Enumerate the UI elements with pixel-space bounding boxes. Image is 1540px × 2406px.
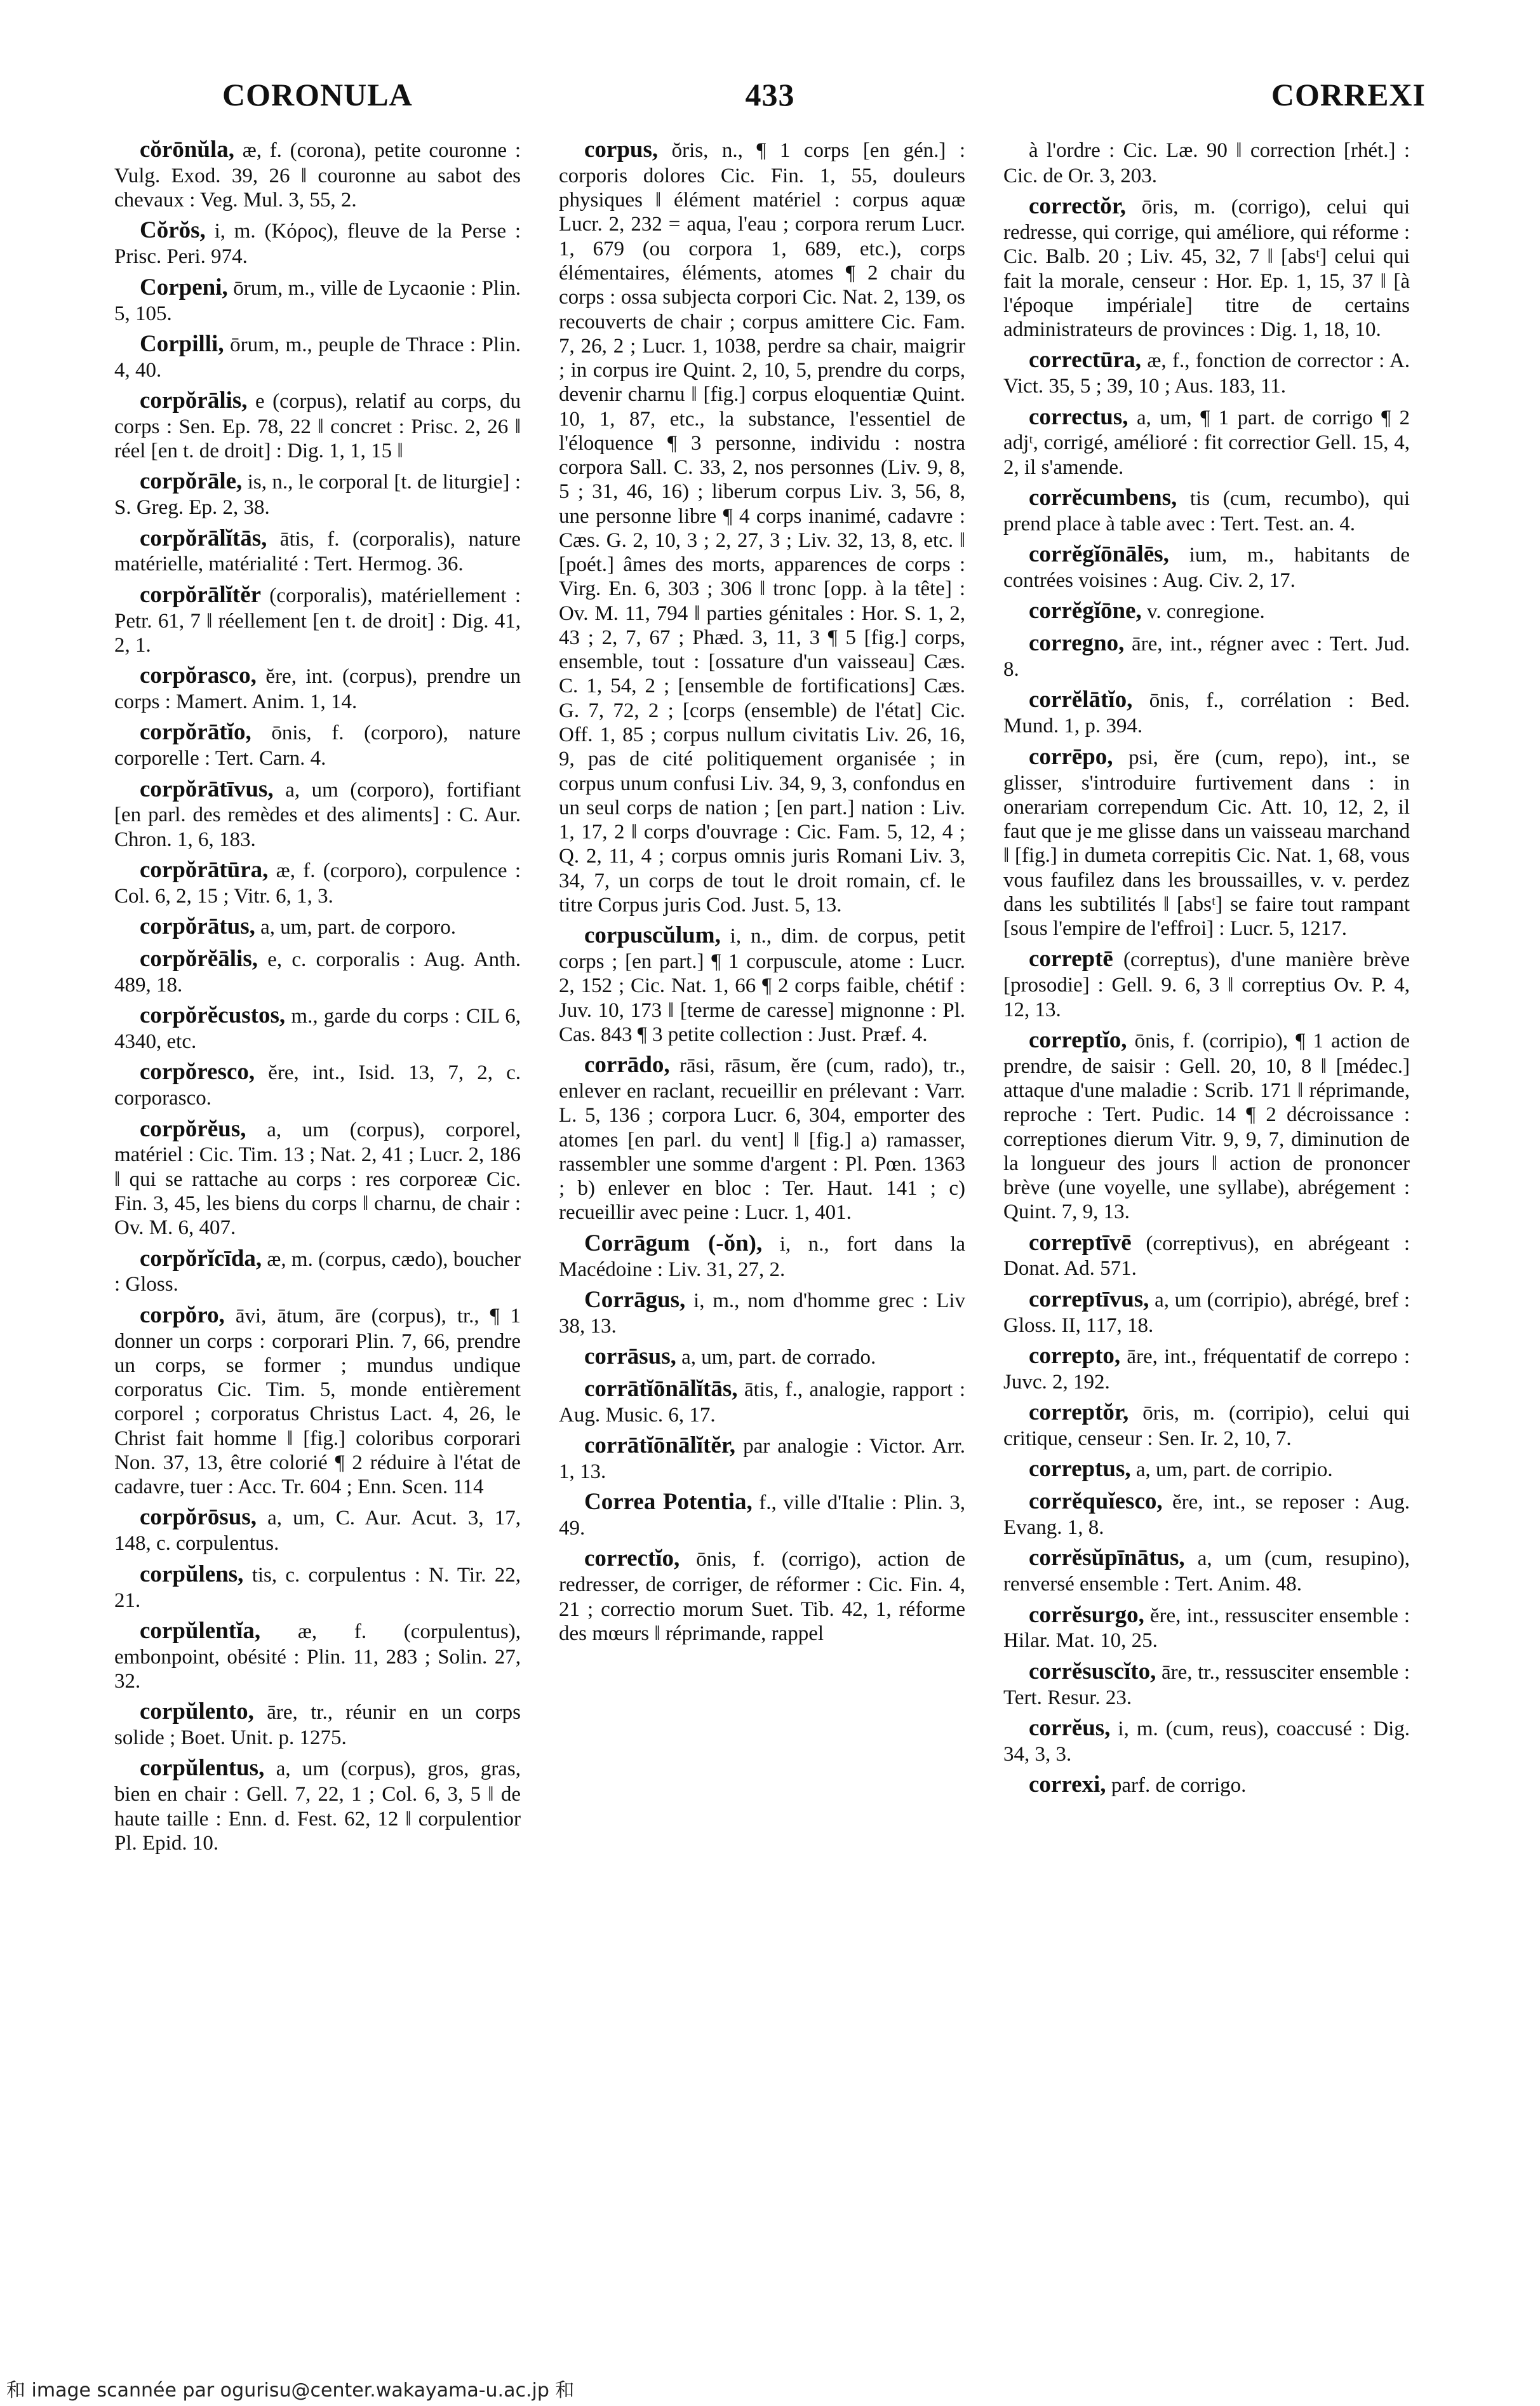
dictionary-entry <box>114 1246 521 1297</box>
entry-definition: ŏris, n., ¶ 1 corps [en gén.] : corporis dolores Cic. Fin. 1, 55, douleurs physiques ‖ élément matériel : corpus aquæ Lucr. 2, 232 = aqua, l'eau ; corpora rerum Lucr. 1, 679 (ou corpora 1, 689, etc.), corps élémentaires, éléments, atomes ¶ 2 chair du corps : ossa subjecta corpori Cic. Nat. 2, 139, os recouverts de chair ; corpus amittere Cic. Fam. 7, 26, 2 ; Lucr. 1, 1038, perdre sa chair, maigrir ; in corpus ire Quint. 2, 10, 5, prendre du corps, devenir charnu ‖ [fig.] corpus eloquentiæ Quint. 10, 1, 87, etc., la substance, l'essentiel de l'éloquence ¶ 3 personne, individu : nostra corpora Sall. C. 33, 2, nos personnes (Liv. 9, 8, 5 ; 31, 46, 16) ; liberum corpus Liv. 3, 56, 8, une personne libre ¶ 4 corps inanimé, cadavre : Cæs. G. 2, 10, 3 ; 2, 27, 3 ; Liv. 32, 13, 8, etc. ‖ [poét.] âmes des morts, apparences de corps : Virg. En. 6, 303 ; 306 ‖ tronc [opp. à la tête] : Ov. M. 11, 794 ‖ parties génitales : Hor. S. 1, 2, 43 ; 2, 7, 67 ; Phæd. 3, 11, 3 ¶ 5 [fig.] corps, ensemble, tout : [ossature d'un vaisseau] Cæs. C. 1, 54, 2 ; [ensemble de fortifications] Cæs. G. 7, 72, 2 ; [corps (ensemble) de l'état] Cic. Off. 1, 85 ; corpus nullum civitatis Liv. 26, 16, 9, pas de cité politiquement organisée ; in corpus unum confusi Liv. 34, 9, 3, confondus en un seul corps de nation ; [en part.] nation : Liv. 1, 17, 2 ‖ corps d'ouvrage : Cic. Fam. 5, 12, 4 ; Q. 2, 11, 4 ; corpus omnis juris Romani Liv. 3, 34, 7, un corps de tout le droit romain, cf. le titre Corpus juris Cod. Just. 5, 13. <box>559 139 965 917</box>
running-head-right: CORREXI <box>1271 77 1426 112</box>
entry-definition: psi, ĕre (cum, repo), int., se glisser, s'introduire furtivement dans : in onerariam corrependum Cic. Att. 10, 12, 2, il faut que je me glisse dans un vaisseau marchand ‖ [fig.] in dumeta correpitis Cic. Nat. 1, 68, vous vous faufilez dans les broussailles, v. v. perdez dans les subtilités ‖ [absᵗ] se faire tout rampant [sous l'empire de l'effroi] : Lucr. 5, 1217. <box>1003 746 1410 941</box>
entry-lemma: correctĭo, <box>584 1545 680 1572</box>
entry-definition: æ, f. (corporo), corpulence : Col. 6, 2, 15 ; Vitr. 6, 1, 3. <box>114 859 521 908</box>
entry-lemma: corpŏrōsus, <box>140 1504 257 1531</box>
entry-definition: i, n., dim. de corpus, petit corps ; [en part.] ¶ 1 corpuscule, atome : Lucr. 2, 152 ; Cic. Nat. 1, 66 ¶ 2 corps faible, chétif : Juv. 10, 173 ‖ [terme de caresse] mignonne : Pl. Cas. 843 ¶ 3 petite collection : Just. Præf. 4. <box>559 925 965 1046</box>
entry-lemma: corrĕgĭōnālēs, <box>1029 541 1169 568</box>
entry-lemma: corpŏrĕcustos, <box>140 1002 286 1029</box>
dictionary-entry <box>1003 1286 1410 1338</box>
dictionary-entry <box>1003 1230 1410 1281</box>
dictionary-entry <box>1003 630 1410 682</box>
entry-definition: à l'ordre : Cic. Læ. 90 ‖ correction [rhét.] : Cic. de Or. 3, 203. <box>1003 139 1410 187</box>
entry-lemma: corrātĭōnālĭtās, <box>584 1375 738 1402</box>
entry-lemma: corpŏrĭcīda, <box>140 1245 262 1272</box>
entry-definition: a, um, part. de corporo. <box>255 916 457 939</box>
entry-definition: ōrum, m., peuple de Thrace : Plin. 4, 40. <box>114 333 521 382</box>
dictionary-entry <box>114 1504 521 1556</box>
entry-lemma: corrāsus, <box>584 1343 676 1369</box>
entry-lemma: corrĕcumbens, <box>1029 485 1177 511</box>
entry-definition: a, um, part. de corrado. <box>676 1345 876 1369</box>
dictionary-entry <box>114 331 521 382</box>
entry-definition: m., garde du corps : CIL 6, 4340, etc. <box>114 1005 521 1054</box>
dictionary-entry <box>114 137 521 212</box>
entry-lemma: correxi, <box>1029 1771 1106 1798</box>
entry-lemma: correptus, <box>1029 1456 1131 1482</box>
entry-lemma: Correa Potentia, <box>584 1489 753 1516</box>
dictionary-entry <box>1003 193 1410 342</box>
dictionary-entry <box>114 274 521 326</box>
dictionary-entry <box>559 1489 965 1540</box>
entry-lemma: Cŏrŏs, <box>140 217 206 244</box>
entry-lemma: corpŏrāle, <box>140 468 243 495</box>
entry-definition: a, um (corporo), fortifiant [en parl. des remèdes et des aliments] : C. Aur. Chron. 1, 6, 183. <box>114 778 521 851</box>
entry-definition: æ, f. (corona), petite couronne : Vulg. Exod. 39, 26 ‖ couronne au sabot des chevaux : Veg. Mul. 3, 55, 2. <box>114 139 521 212</box>
entry-lemma: corpŏrātīvus, <box>140 776 274 802</box>
dictionary-entry <box>559 1052 965 1225</box>
entry-definition: a, um (corpus), gros, gras, bien en chair : Gell. 7, 22, 1 ; Col. 6, 3, 5 ‖ de haute taille : Enn. d. Fest. 62, 12 ‖ corpulentior Pl. Epid. 10. <box>114 1757 521 1855</box>
entry-lemma: correpto, <box>1029 1342 1121 1369</box>
dictionary-entry <box>114 1755 521 1855</box>
entry-lemma: correctŏr, <box>1029 193 1127 220</box>
dictionary-entry <box>1003 687 1410 738</box>
entry-lemma: corpŏro, <box>140 1301 225 1328</box>
dictionary-entry <box>114 468 521 520</box>
entry-definition: āre, int., fréquentatif de correpo : Juvc. 2, 192. <box>1003 1345 1410 1394</box>
dictionary-entry <box>114 662 521 714</box>
entry-lemma: corpŏrātus, <box>140 913 255 940</box>
entry-definition: āre, int., régner avec : Tert. Jud. 8. <box>1003 633 1410 682</box>
entry-lemma: corrādo, <box>584 1052 670 1079</box>
entry-lemma: corpŏrasco, <box>140 662 257 689</box>
entry-definition: a, um, C. Aur. Acut. 3, 17, 148, c. corpulentus. <box>114 1507 521 1556</box>
entry-lemma: corpŭlento, <box>140 1698 254 1725</box>
entry-lemma: corrĕsŭpīnātus, <box>1029 1545 1185 1571</box>
entry-definition: a, um (corpus), corporel, matériel : Cic. Tim. 13 ; Nat. 2, 41 ; Lucr. 2, 186 ‖ qui se rattache au corps : res corporeæ Cic. Fin. 3, 45, les biens du corps ‖ charnu, de chair : Ov. M. 6, 407. <box>114 1118 521 1240</box>
dictionary-entry <box>1003 1545 1410 1596</box>
entry-definition: ōnis, f. (corrigo), action de redresser, de corriger, de réformer : Cic. Fin. 4, 21 ; correctio morum Suet. Tib. 42, 1, réforme des mœurs ‖ réprimande, rappel <box>559 1548 965 1645</box>
entry-lemma: correctūra, <box>1029 347 1142 373</box>
entry-definition: i, n., fort dans la Macédoine : Liv. 31, 27, 2. <box>559 1232 965 1281</box>
entry-lemma: corrēpo, <box>1029 743 1113 770</box>
column-2 <box>559 137 965 2309</box>
dictionary-entry <box>559 1230 965 1282</box>
entry-definition: ātis, f., analogie, rapport : Aug. Music. 6, 17. <box>559 1378 965 1427</box>
page-header <box>114 76 1426 133</box>
dictionary-entry <box>114 776 521 852</box>
dictionary-entry <box>114 719 521 770</box>
dictionary-entry <box>114 1698 521 1750</box>
entry-definition: i, m. (Κόρος), fleuve de la Perse : Prisc. Peri. 974. <box>114 220 521 269</box>
dictionary-entry <box>114 857 521 908</box>
running-head-left: CORONULA <box>222 77 413 112</box>
dictionary-entry <box>114 582 521 657</box>
dictionary-entry <box>559 1376 965 1427</box>
entry-definition: parf. de corrigo. <box>1106 1774 1247 1798</box>
entry-definition: tis (cum, recumbo), qui prend place à table avec : Tert. Test. an. 4. <box>1003 487 1410 535</box>
dictionary-entry <box>559 1545 965 1646</box>
entry-definition: a, um (cum, resupino), renversé ensemble : Tert. Anim. 48. <box>1003 1547 1410 1596</box>
entry-definition: āre, tr., réunir en un corps solide ; Boet. Unit. p. 1275. <box>114 1701 521 1750</box>
entry-definition: e, c. corporalis : Aug. Anth. 489, 18. <box>114 948 521 997</box>
dictionary-entry <box>114 1059 521 1110</box>
dictionary-entry <box>1003 404 1410 480</box>
dictionary-entry <box>1003 485 1410 536</box>
dictionary-entry <box>1003 1488 1410 1540</box>
entry-definition: æ, f., fonction de corrector : A. Vict. 35, 5 ; 39, 10 ; Aus. 183, 11. <box>1003 349 1410 398</box>
entry-definition: a, um, ¶ 1 part. de corrigo ¶ 2 adjᵗ, corrigé, amélioré : fit correctior Gell. 15, 4, 2, il s'amende. <box>1003 406 1410 479</box>
entry-definition: (correptivus), en abrégeant : Donat. Ad. 571. <box>1003 1232 1410 1280</box>
entry-definition: is, n., le corporal [t. de liturgie] : S. Greg. Ep. 2, 38. <box>114 471 521 520</box>
dictionary-entry <box>1003 598 1410 625</box>
page-number: 433 <box>745 77 795 112</box>
entry-lemma: corpŏrātūra, <box>140 856 269 883</box>
entry-lemma: correptīvus, <box>1029 1286 1149 1312</box>
entry-lemma: Corrāgum (-ŏn), <box>584 1230 763 1256</box>
entry-definition: tis, c. corpulentus : N. Tir. 22, 21. <box>114 1563 521 1612</box>
dictionary-entry <box>1003 1602 1410 1653</box>
entry-definition: a, um (corripio), abrégé, bref : Gloss. II, 117, 18. <box>1003 1288 1410 1337</box>
dictionary-entry <box>1003 1399 1410 1451</box>
dictionary-entry <box>114 1618 521 1693</box>
entry-definition: ĕre, int. (corpus), prendre un corps : Mamert. Anim. 1, 14. <box>114 665 521 714</box>
entry-definition: æ, m. (corpus, cædo), boucher : Gloss. <box>114 1247 521 1296</box>
entry-lemma: corpŭlentĭa, <box>140 1617 261 1644</box>
entry-lemma: corrĕsurgo, <box>1029 1601 1144 1628</box>
entry-definition: æ, f. (corpulentus), embonpoint, obésité : Plin. 11, 283 ; Solin. 27, 32. <box>114 1620 521 1693</box>
entry-lemma: corrĕsuscĭto, <box>1029 1658 1156 1684</box>
dictionary-entry <box>114 217 521 269</box>
entry-definition: āre, tr., ressusciter ensemble : Tert. Resur. 23. <box>1003 1660 1410 1709</box>
entry-definition: e (corpus), relatif au corps, du corps : Sen. Ep. 78, 22 ‖ concret : Prisc. 2, 26 ‖ réel [en t. de droit] : Dig. 1, 1, 15 ‖ <box>114 389 521 463</box>
entry-definition: (correptus), d'une manière brève [prosodie] : Gell. 9. 6, 3 ‖ correptius Ov. P. 4, 12, 13. <box>1003 948 1410 1021</box>
entry-lemma: Corrāgus, <box>584 1286 686 1313</box>
entry-definition: ōnis, f. (corripio), ¶ 1 action de prendre, de saisir : Gell. 20, 10, 8 ‖ [médec.] attaque d'une maladie : Scrib. 171 ‖ réprimande, reproche : Tert. Pudic. 14 ¶ 2 décroissance : correptiones dierum Vitr. 9, 9, 7, diminution de la longueur des jours ‖ action de prononcer brève (une voyelle, une syllabe), abrégement : Quint. 7, 9, 13. <box>1003 1029 1410 1224</box>
entry-definition: ōnis, f. (corporo), nature corporelle : Tert. Carn. 4. <box>114 722 521 770</box>
dictionary-columns <box>114 137 1410 2309</box>
dictionary-entry <box>559 922 965 1047</box>
dictionary-entry <box>114 387 521 463</box>
entry-lemma: corrĕlātĭo, <box>1029 687 1133 713</box>
column-3 <box>1003 137 1410 2309</box>
dictionary-entry <box>559 1343 965 1371</box>
entry-lemma: corpŭlentus, <box>140 1755 265 1782</box>
entry-lemma: Corpilli, <box>140 330 224 357</box>
column-1 <box>114 137 521 2309</box>
entry-lemma: Corpeni, <box>140 274 228 300</box>
entry-definition: f., ville d'Italie : Plin. 3, 49. <box>559 1491 966 1540</box>
dictionary-entry <box>1003 347 1410 398</box>
entry-definition: āvi, ātum, āre (corpus), tr., ¶ 1 donner un corps : corporari Plin. 7, 66, prendre un corps, se former ; mundus undique corporatus Cic. Tim. 5, monde entièrement corporel ; corporatus Christus Lact. 4, 26, le Christ fait homme ‖ [fig.] coloribus corporari Non. 37, 13, être colorié ¶ 2 réduire à l'état de cadavre, tuer : Acc. Tr. 604 ; Enn. Scen. 114 <box>114 1304 521 1499</box>
entry-definition: v. conregione. <box>1141 600 1265 624</box>
entry-lemma: corpŏrĕus, <box>140 1115 246 1142</box>
entry-definition: ĕre, int., Isid. 13, 7, 2, c. corporasco. <box>114 1061 521 1110</box>
dictionary-entry <box>1003 137 1410 188</box>
dictionary-entry <box>559 137 965 917</box>
entry-definition: i, m., nom d'homme grec : Liv 38, 13. <box>559 1289 965 1338</box>
entry-definition: ĕre, int., se reposer : Aug. Evang. 1, 8. <box>1003 1491 1410 1540</box>
entry-lemma: corrātĭōnālĭtĕr, <box>584 1432 736 1459</box>
dictionary-entry <box>1003 1715 1410 1766</box>
entry-definition: ĕre, int., ressusciter ensemble : Hilar. Mat. 10, 25. <box>1003 1604 1410 1653</box>
entry-definition: ōris, m. (corripio), celui qui critique, censeur : Sen. Ir. 2, 10, 7. <box>1003 1402 1410 1450</box>
entry-lemma: correptē <box>1029 946 1113 972</box>
dictionary-entry <box>114 1002 521 1054</box>
scan-credit: 和 image scannée par ogurisu@center.wakayama-u.ac.jp 和 <box>6 2379 575 2402</box>
entry-lemma: corpŏrālis, <box>140 387 248 413</box>
entry-lemma: corpŏrātĭo, <box>140 719 251 746</box>
entry-definition: ōrum, m., ville de Lycaonie : Plin. 5, 105. <box>114 276 521 325</box>
entry-lemma: correptĭo, <box>1029 1026 1127 1053</box>
entry-definition: ātis, f. (corporalis), nature matérielle, matérialité : Tert. Hermog. 36. <box>114 527 521 576</box>
dictionary-entry <box>114 946 521 997</box>
dictionary-entry <box>114 525 521 577</box>
dictionary-entry <box>114 1116 521 1240</box>
dictionary-entry <box>114 913 521 941</box>
entry-lemma: cŏrōnŭla, <box>140 137 235 163</box>
dictionary-entry <box>114 1302 521 1500</box>
entry-lemma: corpuscŭlum, <box>584 922 721 949</box>
entry-lemma: corpŏrālĭtās, <box>140 525 267 551</box>
dictionary-entry <box>1003 744 1410 941</box>
entry-lemma: corpŭlens, <box>140 1561 244 1587</box>
entry-lemma: corpus, <box>584 137 659 163</box>
entry-lemma: correptŏr, <box>1029 1399 1129 1426</box>
dictionary-entry <box>1003 1658 1410 1710</box>
entry-lemma: corpŏresco, <box>140 1059 255 1085</box>
entry-definition: (corporalis), matériellement : Petr. 61, 7 ‖ réellement [en t. de droit] : Dig. 41, 2, 1. <box>114 584 521 657</box>
dictionary-entry <box>559 1432 965 1484</box>
dictionary-entry <box>559 1287 965 1338</box>
entry-lemma: corrĕus, <box>1029 1714 1111 1741</box>
dictionary-entry <box>1003 1343 1410 1394</box>
dictionary-entry <box>1003 1027 1410 1225</box>
entry-definition: a, um, part. de corripio. <box>1130 1458 1333 1482</box>
entry-lemma: correctus, <box>1029 403 1128 430</box>
entry-definition: ōris, m. (corrigo), celui qui redresse, qui corrige, qui améliore, qui réforme : Cic. Balb. 20 ; Liv. 45, 32, 7 ‖ [absᵗ] celui qui fait la morale, censeur : Hor. Ep. 1, 15, 37 ‖ [à l'époque impériale] titre de certains administrateurs de provinces : Dig. 1, 18, 10. <box>1003 196 1410 342</box>
entry-lemma: corpŏrālĭtĕr <box>140 581 262 608</box>
dictionary-entry <box>1003 1456 1410 1483</box>
dictionary-entry <box>1003 946 1410 1021</box>
dictionary-entry <box>1003 1771 1410 1799</box>
dictionary-entry <box>114 1561 521 1613</box>
entry-lemma: corregno, <box>1029 630 1125 657</box>
entry-definition: par analogie : Victor. Arr. 1, 13. <box>559 1435 965 1483</box>
entry-definition: rāsi, rāsum, ĕre (cum, rado), tr., enlever en raclant, recueillir en prélevant : Varr. L. 5, 136 ; corpora Lucr. 6, 304, emporter des atomes [en parl. du vent] ‖ [fig.] a) ramasser, rassembler une somme d'argent : Pl. Pœn. 1363 ; b) enlever en bloc : Ter. Haut. 141 ; c) recueillir avec peine : Lucr. 1, 401. <box>559 1054 965 1225</box>
dictionary-entry <box>1003 541 1410 593</box>
entry-definition: i, m. (cum, reus), coaccusé : Dig. 34, 3, 3. <box>1003 1717 1410 1766</box>
entry-lemma: corpŏrĕālis, <box>140 946 258 972</box>
entry-definition: ium, m., habitants de contrées voisines : Aug. Civ. 2, 17. <box>1003 544 1410 593</box>
entry-definition: ōnis, f., corrélation : Bed. Mund. 1, p. 394. <box>1003 689 1410 738</box>
entry-lemma: corrĕgĭōne, <box>1029 598 1142 624</box>
entry-lemma: corrĕquĭesco, <box>1029 1488 1163 1515</box>
entry-lemma: correptīvē <box>1029 1229 1132 1256</box>
